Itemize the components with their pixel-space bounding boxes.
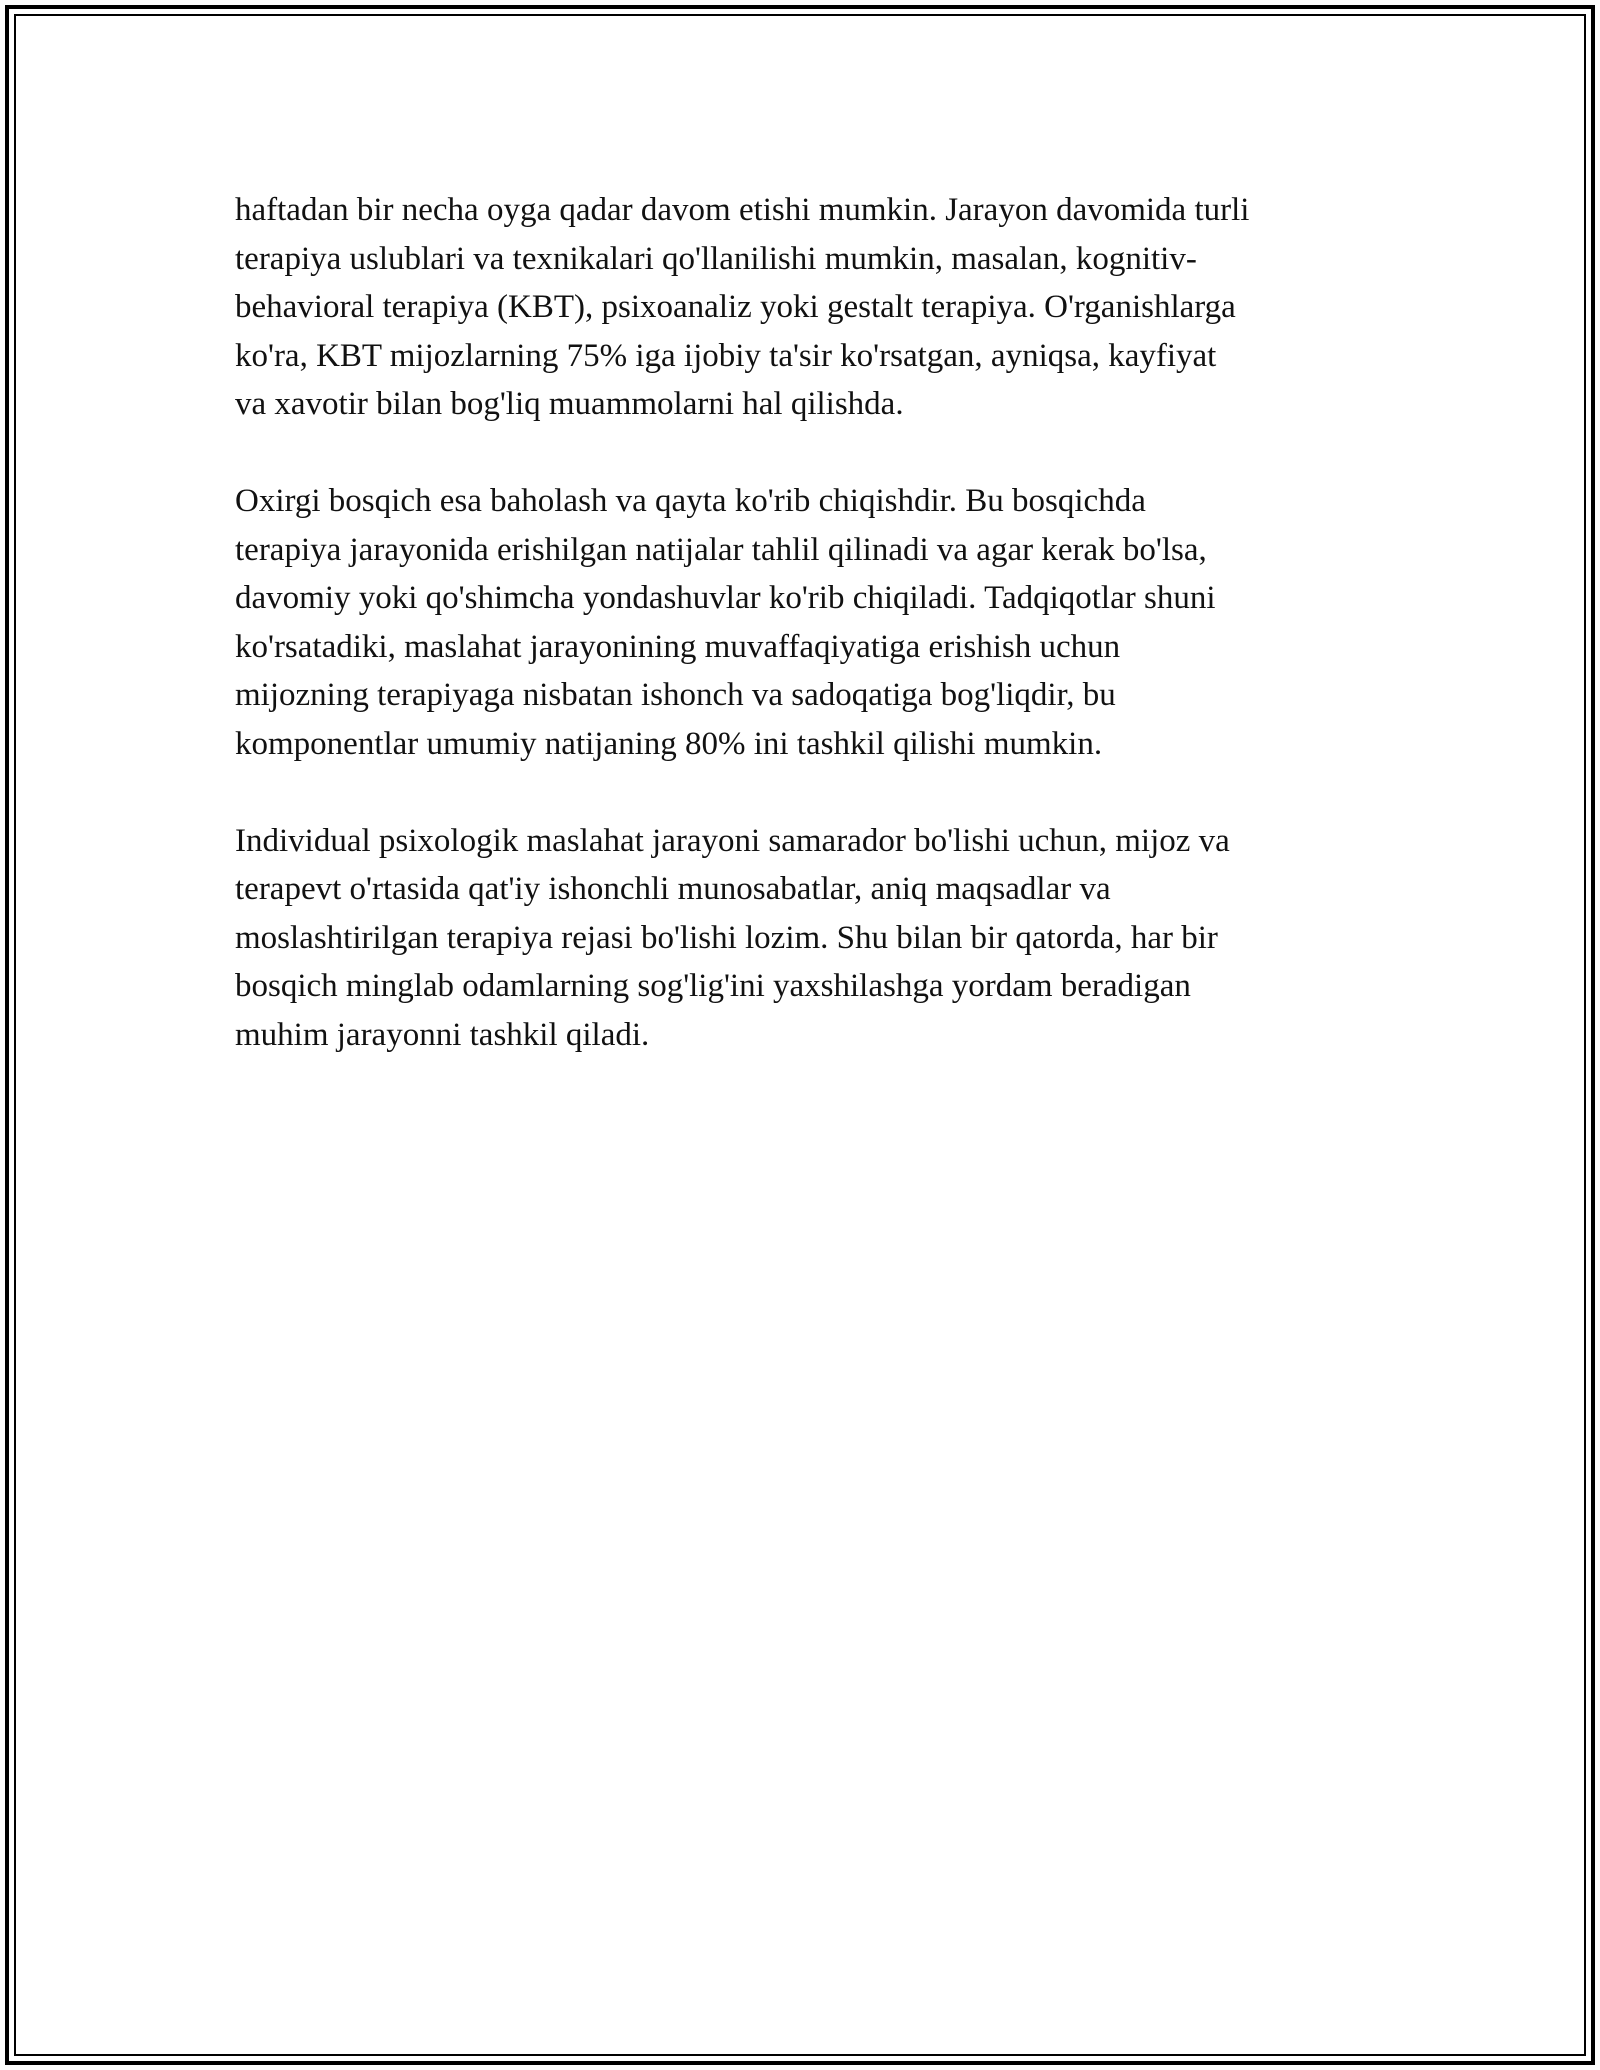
document-body bbox=[235, 186, 1375, 1108]
text-line: terapevt o'rtasida qat'iy ishonchli munosabatlar, aniq maqsadlar va bbox=[235, 871, 1111, 907]
text-line: va xavotir bilan bog'liq muammolarni hal qilishda. bbox=[235, 386, 904, 422]
paragraph-conclusion bbox=[235, 817, 1375, 1060]
text-line: ko'ra, KBT mijozlarning 75% iga ijobiy ta'sir ko'rsatgan, ayniqsa, kayfiyat bbox=[235, 337, 1217, 374]
text-line: terapiya uslublari va texnikalari qo'llanilishi mumkin, masalan, kognitiv- bbox=[235, 240, 1197, 277]
paragraph-therapy-methods bbox=[235, 186, 1375, 429]
text-line: mijozning terapiyaga nisbatan ishonch va sadoqatiga bog'liqdir, bu bbox=[235, 677, 1116, 713]
text-line: behavioral terapiya (KBT), psixoanaliz yoki gestalt terapiya. O'rganishlarga bbox=[235, 289, 1236, 325]
text-line: moslashtirilgan terapiya rejasi bo'lishi lozim. Shu bilan bir qatorda, har bir bbox=[235, 919, 1218, 956]
text-line: komponentlar umumiy natijaning 80% ini tashkil qilishi mumkin. bbox=[235, 725, 1103, 762]
text-line: Individual psixologik maslahat jarayoni samarador bo'lishi uchun, mijoz va bbox=[235, 822, 1230, 859]
text-line: muhim jarayonni tashkil qiladi. bbox=[235, 1016, 650, 1053]
text-line: Oxirgi bosqich esa baholash va qayta ko'rib chiqishdir. Bu bosqichda bbox=[235, 483, 1146, 519]
text-line: davomiy yoki qo'shimcha yondashuvlar ko'rib chiqiladi. Tadqiqotlar shuni bbox=[235, 580, 1216, 616]
text-line: bosqich minglab odamlarning sog'lig'ini yaxshilashga yordam beradigan bbox=[235, 968, 1191, 1004]
text-line: ko'rsatadiki, maslahat jarayonining muvaffaqiyatiga erishish uchun bbox=[235, 628, 1121, 665]
text-line: terapiya jarayonida erishilgan natijalar tahlil qilinadi va agar kerak bo'lsa, bbox=[235, 531, 1207, 568]
text-line: haftadan bir necha oyga qadar davom etishi mumkin. Jarayon davomida turli bbox=[235, 192, 1250, 228]
paragraph-evaluation-stage bbox=[235, 477, 1375, 768]
